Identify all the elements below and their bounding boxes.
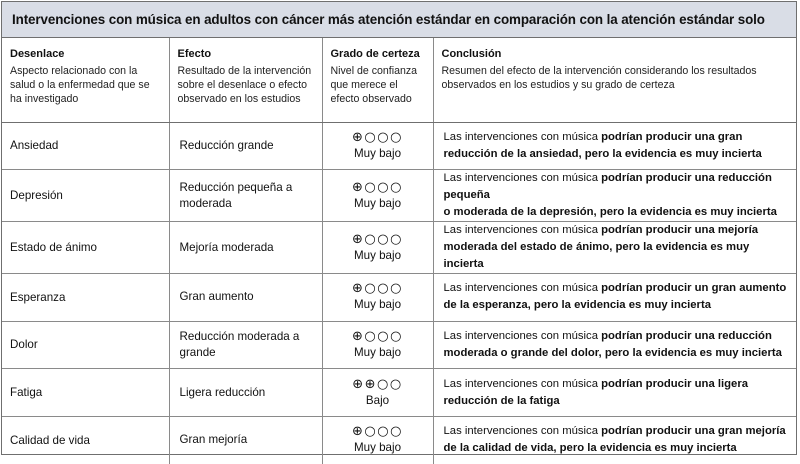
- certainty-cell: [322, 416, 433, 464]
- outcome-cell: [2, 122, 169, 170]
- certainty-cell: [322, 321, 433, 369]
- summary-table: [2, 38, 796, 464]
- table-row: [2, 369, 796, 417]
- conclusion-cell: [433, 222, 796, 274]
- header-title: Desenlace: [10, 48, 65, 60]
- conclusion-text: Las intervenciones con música: [443, 224, 602, 237]
- certainty-symbols-icon: ⊕○○○: [352, 129, 403, 145]
- certainty-label: Muy bajo: [353, 196, 402, 210]
- outcome-cell: [2, 369, 169, 417]
- outcome-cell: [2, 170, 169, 222]
- effect-cell: [169, 170, 322, 222]
- effect-cell: [169, 274, 322, 322]
- certainty-label: Muy bajo: [353, 345, 402, 359]
- conclusion-bold-text: podrían producir una ligera reducción de la fatiga: [443, 377, 749, 407]
- conclusion-cell: [433, 321, 796, 369]
- conclusion-bold-text: podrían producir un gran aumento de la esperanza, pero la evidencia es muy incierta: [443, 282, 787, 312]
- conclusion-cell: [433, 122, 796, 170]
- effect-label: Reducción moderada a grande: [179, 329, 300, 359]
- effect-cell: [169, 369, 322, 417]
- conclusion-text: Las intervenciones con música: [443, 172, 602, 185]
- header-effect: [169, 38, 322, 122]
- conclusion-bold-text: podrían producir una mejoría moderada del estado de ánimo, pero la evidencia es muy incierta: [443, 224, 759, 271]
- effect-label: Ligera reducción: [179, 385, 266, 399]
- effect-cell: [169, 416, 322, 464]
- header-outcome: [2, 38, 169, 122]
- outcome-cell: [2, 222, 169, 274]
- effect-label: Mejoría moderada: [179, 240, 274, 254]
- table-row: [2, 321, 796, 369]
- conclusion-cell: [433, 274, 796, 322]
- outcome-cell: [2, 416, 169, 464]
- certainty-cell: [322, 274, 433, 322]
- header-description: Nivel de confianza que merece el efecto observado: [330, 65, 418, 105]
- conclusion-bold-text: podrían producir una reducción pequeña o moderada de la depresión, pero la evidencia es muy incierta: [443, 172, 777, 219]
- effect-label: Reducción grande: [179, 138, 274, 152]
- header-title: Conclusión: [441, 48, 502, 60]
- conclusion-text: Las intervenciones con música: [443, 130, 602, 143]
- header-row: [2, 38, 796, 122]
- conclusion-cell: [433, 369, 796, 417]
- effect-cell: [169, 321, 322, 369]
- summary-table-frame: [1, 1, 797, 455]
- outcome-label: Ansiedad: [10, 139, 59, 153]
- certainty-symbols-icon: ⊕○○○: [352, 424, 403, 440]
- table-row: [2, 222, 796, 274]
- conclusion-cell: [433, 170, 796, 222]
- conclusion-bold-text: podrían producir una reducción moderada o grande del dolor, pero la evidencia es muy incierta: [443, 329, 782, 359]
- certainty-cell: [322, 222, 433, 274]
- table-row: [2, 122, 796, 170]
- outcome-label: Estado de ánimo: [10, 241, 98, 255]
- conclusion-text: Las intervenciones con música: [443, 425, 602, 438]
- header-title: Efecto: [177, 48, 212, 60]
- conclusion-bold-text: podrían producir una gran reducción de la ansiedad, pero la evidencia es muy incierta: [443, 130, 762, 160]
- outcome-cell: [2, 274, 169, 322]
- effect-cell: [169, 122, 322, 170]
- header-conclusion: [433, 38, 796, 122]
- table-row: [2, 170, 796, 222]
- certainty-cell: [322, 369, 433, 417]
- effect-label: Gran mejoría: [179, 433, 248, 447]
- outcome-label: Esperanza: [10, 290, 66, 304]
- conclusion-text: Las intervenciones con música: [443, 329, 602, 342]
- conclusion-cell: [433, 416, 796, 464]
- certainty-cell: [322, 122, 433, 170]
- certainty-label: Muy bajo: [353, 146, 402, 160]
- certainty-symbols-icon: ⊕○○○: [352, 281, 403, 297]
- certainty-label: Muy bajo: [353, 441, 402, 455]
- header-description: Resultado de la intervención sobre el desenlace o efecto observado en los estudios: [177, 65, 312, 105]
- certainty-symbols-icon: ⊕⊕○○: [352, 376, 403, 392]
- certainty-label: Muy bajo: [353, 298, 402, 312]
- certainty-label: Muy bajo: [353, 248, 402, 262]
- outcome-label: Depresión: [10, 189, 63, 203]
- certainty-label: Bajo: [365, 393, 390, 407]
- table-row: [2, 274, 796, 322]
- conclusion-text: Las intervenciones con música: [443, 282, 602, 295]
- certainty-cell: [322, 170, 433, 222]
- header-title: Grado de certeza: [330, 48, 420, 60]
- outcome-label: Fatiga: [10, 386, 43, 400]
- certainty-symbols-icon: ⊕○○○: [352, 328, 403, 344]
- header-certainty: [322, 38, 433, 122]
- header-description: Aspecto relacionado con la salud o la enfermedad que se ha investigado: [10, 65, 150, 105]
- effect-label: Gran aumento: [179, 290, 254, 304]
- table-title: Intervenciones con música en adultos con cáncer más atención estándar en comparación con la atención estándar solo: [2, 2, 796, 38]
- table-row: [2, 416, 796, 464]
- conclusion-bold-text: podrían producir una gran mejoría de la calidad de vida, pero la evidencia es muy incierta: [443, 425, 786, 455]
- header-description: Resumen del efecto de la intervención considerando los resultados observados en los estudios y su grado de certeza: [441, 65, 757, 91]
- outcome-label: Dolor: [10, 338, 38, 352]
- conclusion-text: Las intervenciones con música: [443, 377, 602, 390]
- certainty-symbols-icon: ⊕○○○: [352, 231, 403, 247]
- effect-label: Reducción pequeña a moderada: [179, 180, 293, 210]
- outcome-cell: [2, 321, 169, 369]
- certainty-symbols-icon: ⊕○○○: [352, 179, 403, 195]
- outcome-label: Calidad de vida: [10, 433, 90, 447]
- effect-cell: [169, 222, 322, 274]
